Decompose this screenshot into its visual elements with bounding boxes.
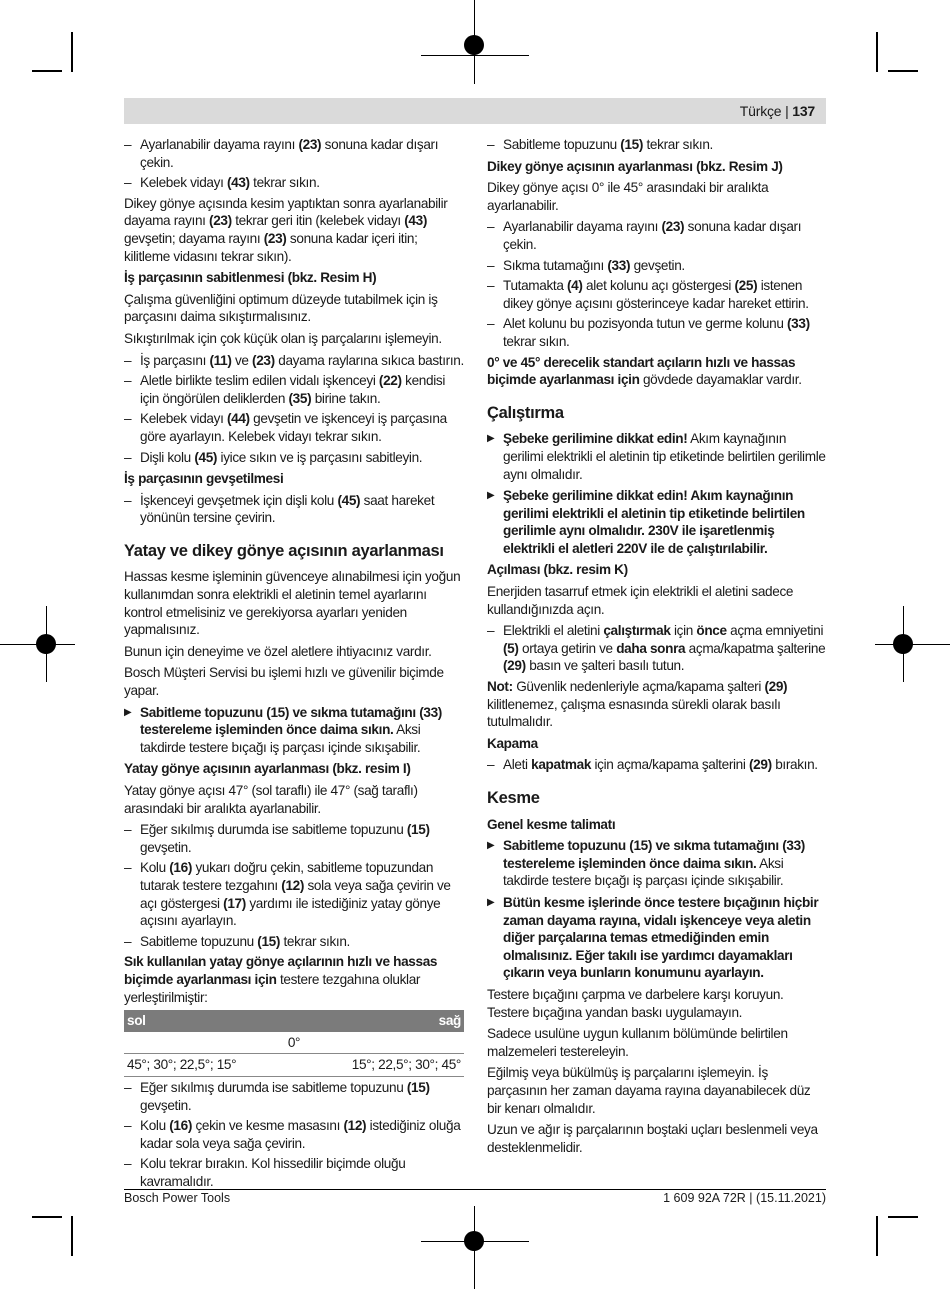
list-item: – Tutamakta (4) alet kolunu açı göstergesi (25) istenen dikey gönye açısını gösterinceye kadar hareket ettirin.	[487, 277, 827, 312]
list-item: – Sabitleme topuzunu (15) tekrar sıkın.	[124, 933, 464, 951]
warning-item: ▶ Sabitleme topuzunu (15) ve sıkma tutamağını (33) testereleme işleminden önce daima sıkın. Aksi takdirde testere bıçağı iş parçası içinde sıkışabilir.	[124, 704, 464, 757]
crop-mark	[32, 1216, 62, 1218]
crop-mark	[876, 32, 878, 72]
crop-mark	[32, 70, 62, 72]
subheading: Kapama	[487, 735, 538, 751]
section-heading: Yatay ve dikey gönye açısının ayarlanması	[124, 541, 444, 560]
list-item: – İşkenceyi gevşetmek için dişli kolu (45) saat hareket yönünün tersine çevirin.	[124, 492, 464, 527]
subheading: Dikey gönye açısının ayarlanması (bkz. Resim J)	[487, 158, 783, 174]
paragraph: 0° ve 45° derecelik standart açıların hızlı ve hassas biçimde ayarlanması için gövdede dayamaklar vardır.	[487, 354, 802, 388]
paragraph: Testere bıçağını çarpma ve darbelere karşı koruyun. Testere bıçağına yandan baskı uygulamayın.	[487, 986, 784, 1020]
page-number: 137	[792, 103, 815, 119]
paragraph: Uzun ve ağır iş parçalarının boştaki uçları beslenmeli veya desteklenmelidir.	[487, 1122, 818, 1155]
left-column	[124, 136, 464, 1193]
list-item: – Elektrikli el aletini çalıştırmak için önce açma emniyetini (5) ortaya getirin ve daha sonra açma/kapatma şalterine (29) basın ve şalteri basılı tutun.	[487, 622, 827, 675]
footer-rule	[124, 1189, 826, 1190]
page-header	[740, 103, 815, 119]
paragraph: Eğilmiş veya bükülmüş iş parçalarını işlemeyin. İş parçasının her zaman dayama rayına dayanabilecek düz bir kenarı olmalıdır.	[487, 1065, 811, 1116]
warning-item: ▶ Şebeke gerilimine dikkat edin! Akım kaynağının gerilimi elektrikli el aletinin tip etiketinde belirtilen gerilimle aynı olmalıdır. 230V ile işaretlenmiş elektrikli el aletleri 220V ile de çalıştırılabilir.	[487, 487, 827, 557]
paragraph: Not: Güvenlik nedenleriyle açma/kapama şalteri (29) kilitlenemez, çalışma esnasında sürekli olarak basılı tutulmalıdır.	[487, 679, 788, 730]
list-item: – Eğer sıkılmış durumda ise sabitleme topuzunu (15) gevşetin.	[124, 1079, 464, 1114]
subheading: Genel kesme talimatı	[487, 816, 616, 832]
table-cell-right: 15°; 22,5°; 30°; 45°	[294, 1054, 464, 1077]
list-item: – Kolu (16) çekin ve kesme masasını (12) istediğiniz oluğa kadar sola veya sağa çevirin.	[124, 1117, 464, 1152]
section-heading: Kesme	[487, 789, 540, 807]
list-item: – Kelebek vidayı (44) gevşetin ve işkenceyi iş parçasına göre ayarlayın. Kelebek vidayı tekrar sıkın.	[124, 410, 464, 445]
warning-item: ▶ Bütün kesme işlerinde önce testere bıçağının hiçbir zaman dayama rayına, vidalı işkenceye veya aletin diğer parçalarına temas etmediğinden emin olmalısınız. Eğer takılı ise yardımcı dayamakları çıkarın veya bunların konumunu ayarlayın.	[487, 894, 827, 982]
crop-mark	[876, 1216, 878, 1256]
warning-item: ▶ Şebeke gerilimine dikkat edin! Akım kaynağının gerilimi elektrikli el aletinin tip etiketinde belirtilen gerilimle aynı olmalıdır.	[487, 430, 827, 483]
warning-item: ▶ Sabitleme topuzunu (15) ve sıkma tutamağını (33) testereleme işleminden önce daima sıkın. Aksi takdirde testere bıçağı iş parçası içinde sıkışabilir.	[487, 837, 827, 890]
paragraph: Hassas kesme işleminin güvenceye alınabilmesi için yoğun kullanımdan sonra elektrikli el aletinin temel ayarlarını kontrol etmelisiniz ve gerekiyorsa ayarları yeniden yapmalısınız.	[124, 569, 461, 638]
list-item: – Aleti kapatmak için açma/kapama şalterini (29) bırakın.	[487, 756, 827, 774]
paragraph: Sık kullanılan yatay gönye açılarının hızlı ve hassas biçimde ayarlanması için testere tezgahına oluklar yerleştirilmiştir:	[124, 954, 438, 1005]
list-item: – Kelebek vidayı (43) tekrar sıkın.	[124, 174, 464, 192]
crop-mark	[888, 70, 918, 72]
right-column	[487, 136, 827, 1160]
paragraph: Dikey gönye açısında kesim yaptıktan sonra ayarlanabilir dayama rayını (23) tekrar geri itin (kelebek vidayı (43) gevşetin; dayama rayını (23) sonuna kadar içeri itin; kilitleme vidasını tekrar sıkın).	[124, 195, 448, 264]
paragraph: Yatay gönye açısı 47° (sol taraflı) ile 47° (sağ taraflı) arasındaki bir aralıkta ayarlanabilir.	[124, 783, 418, 816]
table-header-left: sol	[124, 1010, 294, 1032]
paragraph: Sadece usulüne uygun kullanım bölümünde belirtilen malzemeleri testereleyin.	[487, 1026, 788, 1059]
header-separator: |	[785, 103, 789, 119]
list-item: – Ayarlanabilir dayama rayını (23) sonuna kadar dışarı çekin.	[124, 136, 464, 171]
paragraph: Dikey gönye açısı 0° ile 45° arasındaki bir aralıkta ayarlanabilir.	[487, 180, 769, 213]
subheading: Açılması (bkz. resim K)	[487, 562, 628, 578]
list-item: – Kolu (16) yukarı doğru çekin, sabitleme topuzundan tutarak testere tezgahını (12) sola veya sağa çevirin ve açı göstergesi (17) yardımı ile istediğiniz yatay gönye açısını ayarlayın.	[124, 859, 464, 929]
list-item: – Sıkma tutamağını (33) gevşetin.	[487, 257, 827, 275]
list-item: – Ayarlanabilir dayama rayını (23) sonuna kadar dışarı çekin.	[487, 218, 827, 253]
header-bar	[124, 98, 826, 124]
paragraph: Çalışma güvenliğini optimum düzeyde tutabilmek için iş parçasını daima sıkıştırmalısınız.	[124, 291, 438, 325]
crop-mark	[71, 1216, 73, 1256]
list-item: – Dişli kolu (45) iyice sıkın ve iş parçasını sabitleyin.	[124, 449, 464, 467]
table-cell-left: 45°; 30°; 22,5°; 15°	[124, 1054, 294, 1077]
table-cell-center: 0°	[124, 1032, 464, 1054]
crop-mark	[71, 32, 73, 72]
paragraph: Sıkıştırılmak için çok küçük olan iş parçalarını işlemeyin.	[124, 330, 442, 346]
paragraph: Bunun için deneyime ve özel aletlere ihtiyacınız vardır.	[124, 643, 432, 659]
list-item: – Sabitleme topuzunu (15) tekrar sıkın.	[487, 136, 827, 154]
list-item: – Alet kolunu bu pozisyonda tutun ve germe kolunu (33) tekrar sıkın.	[487, 315, 827, 350]
header-language: Türkçe	[739, 103, 782, 119]
paragraph: Enerjiden tasarruf etmek için elektrikli el aletini sadece kullandığınızda açın.	[487, 584, 794, 617]
list-item: – İş parçasını (11) ve (23) dayama raylarına sıkıca bastırın.	[124, 352, 464, 370]
subheading: İş parçasının sabitlenmesi (bkz. Resim H)	[124, 270, 377, 286]
list-item: – Kolu tekrar bırakın. Kol hissedilir biçimde oluğu kavramalıdır.	[124, 1155, 464, 1190]
subheading: İş parçasının gevşetilmesi	[124, 471, 284, 487]
crop-mark	[888, 1216, 918, 1218]
table-header-right: sağ	[294, 1010, 464, 1032]
list-item: – Aletle birlikte teslim edilen vidalı işkenceyi (22) kendisi için öngörülen deliklerden (35) birine takın.	[124, 372, 464, 407]
list-item: – Eğer sıkılmış durumda ise sabitleme topuzunu (15) gevşetin.	[124, 821, 464, 856]
paragraph: Bosch Müşteri Servisi bu işlemi hızlı ve güvenilir biçimde yapar.	[124, 665, 444, 699]
angle-table	[124, 1010, 464, 1077]
subheading: Yatay gönye açısının ayarlanması (bkz. resim I)	[124, 761, 411, 777]
footer-doc-number: 1 609 92A 72R | (15.11.2021)	[663, 1191, 826, 1205]
section-heading: Çalıştırma	[487, 403, 564, 422]
footer-brand: Bosch Power Tools	[124, 1191, 231, 1205]
